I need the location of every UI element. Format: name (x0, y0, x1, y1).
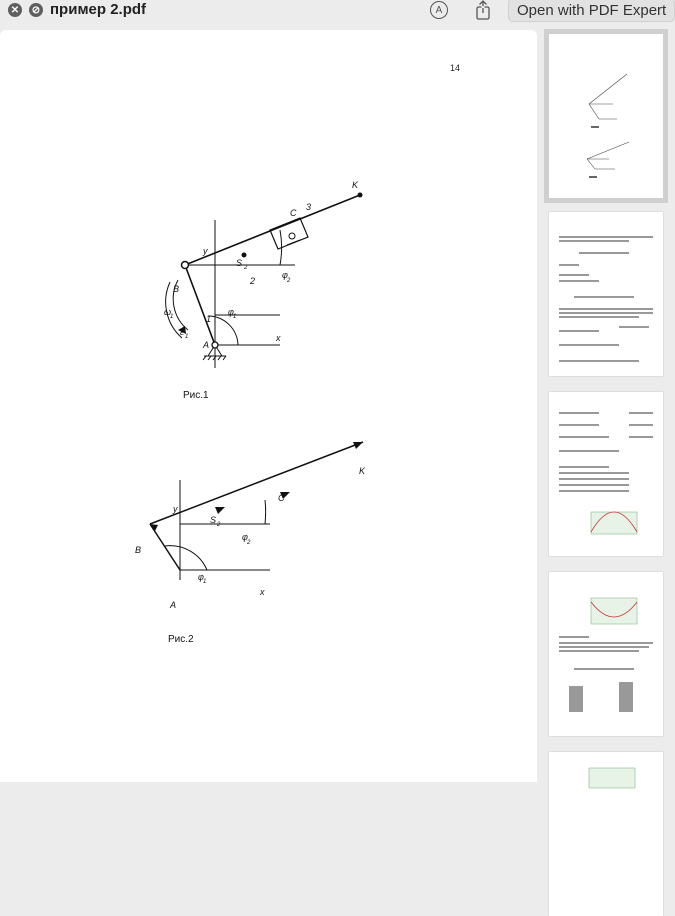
fig2-label-phi1-sub: 1 (203, 579, 207, 585)
fig1-label-omega: ω (164, 307, 172, 317)
fig1-label-phi2: φ (282, 270, 288, 280)
page-number: 14 (450, 63, 461, 73)
thumbnail-page-4[interactable] (549, 572, 663, 736)
figure-1 (130, 170, 390, 370)
fig1-label-omega-sub: 1 (170, 314, 174, 320)
thumbnail-sidebar (537, 22, 666, 782)
fig1-label-s-sub: 2 (244, 265, 248, 271)
fig2-label-x: x (260, 587, 265, 597)
pdf-page[interactable] (0, 30, 537, 782)
fig2-label-a: A (170, 600, 177, 610)
fig1-label-eps-sub: 1 (185, 334, 189, 340)
markup-icon[interactable]: A (430, 1, 448, 19)
fig1-label-phi1: φ (228, 307, 234, 317)
fig2-label-y: y (173, 504, 178, 514)
open-with-pdf-expert-button[interactable]: Open with PDF Expert (508, 0, 675, 22)
fig1-label-3: 3 (306, 202, 312, 212)
fig1-label-2: 2 (250, 276, 256, 286)
fig2-label-k: K (359, 466, 366, 476)
figure-1-caption: Рис.1 (183, 390, 209, 401)
edited-icon[interactable]: ⊘ (29, 3, 43, 17)
fig2-label-phi2-sub: 2 (247, 540, 251, 546)
document-title: пример 2.pdf (50, 1, 147, 18)
fig1-label-y: y (203, 246, 208, 256)
thumbnail-page-1[interactable] (549, 34, 663, 198)
fig1-label-b: B (173, 284, 180, 294)
fig1-label-x: x (276, 333, 281, 343)
fig1-label-phi1-sub: 1 (233, 314, 237, 320)
fig1-label-eps: ε (180, 327, 184, 337)
figure-2 (125, 430, 385, 610)
fig1-label-phi2-sub: 2 (287, 278, 291, 284)
fig2-label-s-sub: 2 (217, 522, 221, 528)
close-icon[interactable]: ✕ (8, 3, 22, 17)
fig2-label-c: C (278, 493, 285, 503)
fig1-label-c: C (290, 208, 297, 218)
title-bar (0, 0, 666, 22)
fig2-label-phi1: φ (198, 572, 204, 582)
fig1-label-s: S (236, 258, 243, 268)
share-icon[interactable] (474, 0, 492, 20)
fig2-label-phi2: φ (242, 532, 248, 542)
fig1-label-k: K (352, 180, 359, 190)
thumbnail-page-2[interactable] (549, 212, 663, 376)
fig2-label-b: B (135, 545, 142, 555)
fig2-label-s: S (210, 515, 217, 525)
thumbnail-page-5[interactable] (549, 752, 663, 916)
thumbnail-page-3[interactable] (549, 392, 663, 556)
fig1-label-1: 1 (206, 314, 212, 324)
figure-2-caption: Рис.2 (168, 634, 194, 645)
fig1-label-a: A (203, 340, 210, 350)
